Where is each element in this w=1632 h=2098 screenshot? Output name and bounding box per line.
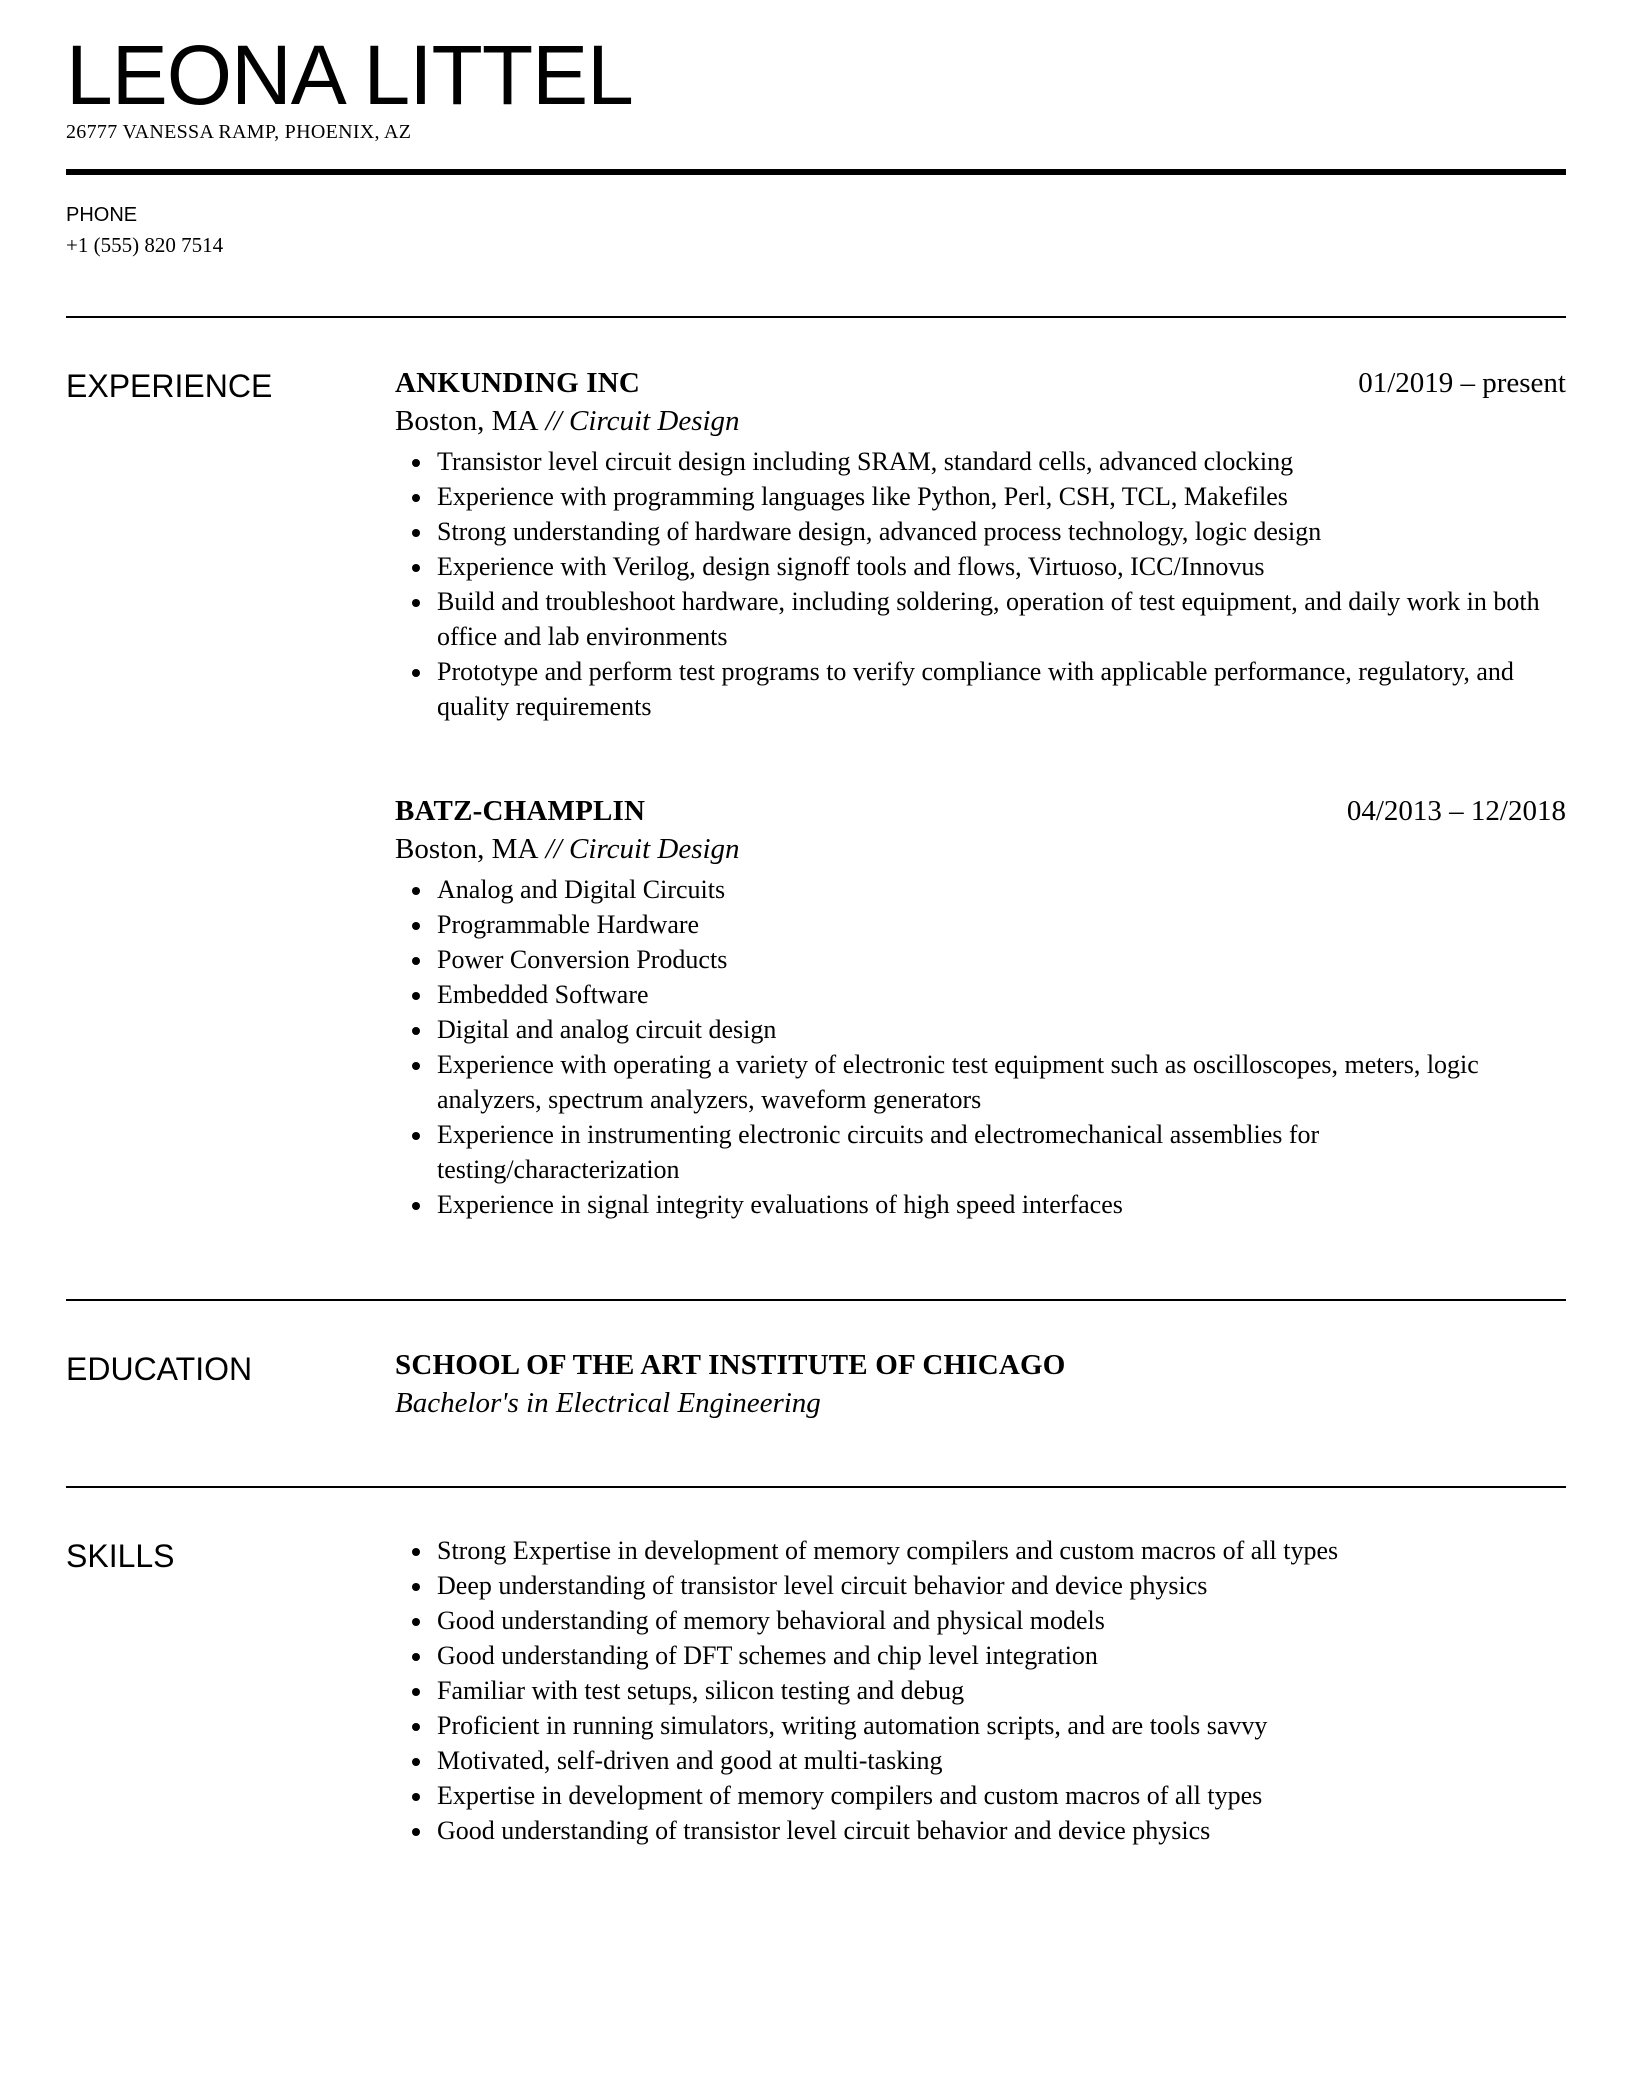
- list-item: Expertise in development of memory compilers and custom macros of all types: [437, 1778, 1566, 1813]
- list-item: Proficient in running simulators, writing automation scripts, and are tools savvy: [437, 1708, 1566, 1743]
- candidate-address: 26777 VANESSA RAMP, PHOENIX, AZ: [66, 121, 412, 143]
- list-item: Good understanding of transistor level circuit behavior and device physics: [437, 1813, 1566, 1848]
- list-item: Prototype and perform test programs to verify compliance with applicable performance, regulatory, and quality requirements: [437, 654, 1566, 724]
- role-separator: //: [538, 833, 570, 865]
- experience-content: [395, 365, 1566, 1222]
- skills-list: [395, 1533, 1566, 1848]
- school-name: SCHOOL OF THE ART INSTITUTE OF CHICAGO: [395, 1349, 1066, 1381]
- education-heading: EDUCATION: [66, 1351, 253, 1387]
- company-name: ANKUNDING INC: [395, 367, 641, 399]
- candidate-name: LEONA LITTEL: [66, 28, 633, 122]
- role-separator: //: [538, 405, 570, 437]
- list-item: Programmable Hardware: [437, 907, 1566, 942]
- list-item: Power Conversion Products: [437, 942, 1566, 977]
- list-item: Transistor level circuit design including SRAM, standard cells, advanced clocking: [437, 444, 1566, 479]
- job-dates: 04/2013 – 12/2018: [1346, 795, 1566, 827]
- job-header: [395, 793, 1566, 829]
- list-item: Good understanding of DFT schemes and chip level integration: [437, 1638, 1566, 1673]
- list-item: Strong understanding of hardware design, advanced process technology, logic design: [437, 514, 1566, 549]
- list-item: Good understanding of memory behavioral and physical models: [437, 1603, 1566, 1638]
- job-location: Boston, MA: [395, 833, 539, 865]
- list-item: Experience with operating a variety of electronic test equipment such as oscilloscopes, meters, logic analyzers, spectrum analyzers, waveform generators: [437, 1047, 1566, 1117]
- section-divider: [66, 316, 1566, 318]
- list-item: Analog and Digital Circuits: [437, 872, 1566, 907]
- job-responsibilities: [395, 444, 1566, 724]
- list-item: Build and troubleshoot hardware, including soldering, operation of test equipment, and daily work in both office and lab environments: [437, 584, 1566, 654]
- job-location-role: [395, 401, 1566, 441]
- list-item: Embedded Software: [437, 977, 1566, 1012]
- section-divider: [66, 1486, 1566, 1488]
- job-entry: [395, 793, 1566, 1222]
- phone-label: PHONE: [66, 204, 138, 226]
- list-item: Familiar with test setups, silicon testing and debug: [437, 1673, 1566, 1708]
- job-role: Circuit Design: [569, 833, 740, 865]
- job-responsibilities: [395, 872, 1566, 1222]
- job-role: Circuit Design: [569, 405, 740, 437]
- list-item: Deep understanding of transistor level circuit behavior and device physics: [437, 1568, 1566, 1603]
- list-item: Motivated, self-driven and good at multi-tasking: [437, 1743, 1566, 1778]
- company-name: BATZ-CHAMPLIN: [395, 795, 646, 827]
- list-item: Strong Expertise in development of memory compilers and custom macros of all types: [437, 1533, 1566, 1568]
- header-divider: [66, 169, 1566, 175]
- list-item: Experience in instrumenting electronic circuits and electromechanical assemblies for testing/characterization: [437, 1117, 1566, 1187]
- job-entry: [395, 365, 1566, 724]
- list-item: Experience in signal integrity evaluations of high speed interfaces: [437, 1187, 1566, 1222]
- list-item: Experience with Verilog, design signoff tools and flows, Virtuoso, ICC/Innovus: [437, 549, 1566, 584]
- experience-heading: EXPERIENCE: [66, 368, 273, 404]
- list-item: Experience with programming languages like Python, Perl, CSH, TCL, Makefiles: [437, 479, 1566, 514]
- education-content: [395, 1347, 1566, 1423]
- job-header: [395, 365, 1566, 401]
- degree: Bachelor's in Electrical Engineering: [395, 1387, 821, 1419]
- job-dates: 01/2019 – present: [1358, 367, 1566, 399]
- phone-value: +1 (555) 820 7514: [66, 233, 224, 257]
- skills-heading: SKILLS: [66, 1538, 175, 1574]
- list-item: Digital and analog circuit design: [437, 1012, 1566, 1047]
- job-location-role: [395, 829, 1566, 869]
- section-divider: [66, 1299, 1566, 1301]
- job-location: Boston, MA: [395, 405, 539, 437]
- skills-content: [395, 1533, 1566, 1848]
